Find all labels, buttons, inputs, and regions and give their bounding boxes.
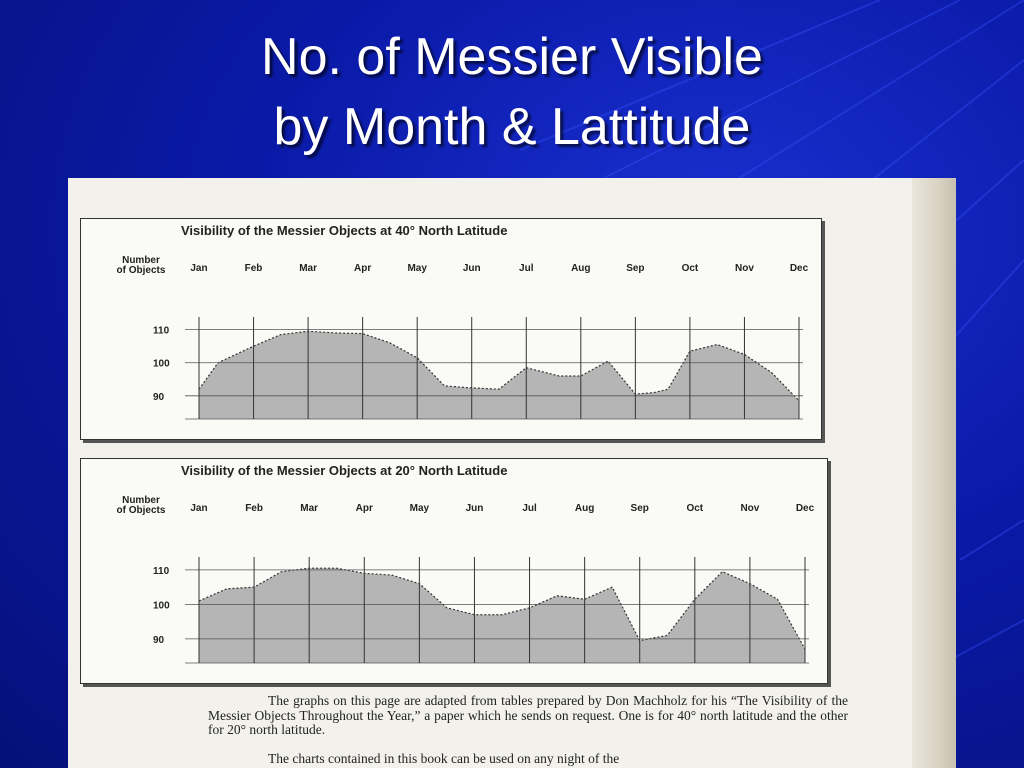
- slide-title-line1: No. of Messier Visible: [261, 28, 763, 86]
- y-tick-label: 90: [153, 634, 165, 646]
- month-tick-label: Nov: [740, 503, 760, 514]
- y-tick-label: 90: [153, 391, 165, 403]
- month-tick-label: Jun: [462, 263, 481, 274]
- month-tick-label: Jan: [190, 263, 208, 274]
- month-tick-label: Jul: [519, 263, 534, 274]
- month-tick-label: Apr: [354, 263, 372, 274]
- chart-title: Visibility of the Messier Objects at 20° North Latitude: [181, 463, 508, 478]
- caption-paragraph: [208, 694, 848, 738]
- chart-40-north: [80, 218, 822, 440]
- month-tick-label: Aug: [574, 503, 595, 514]
- month-tick-label: Jul: [522, 503, 537, 514]
- month-tick-label: Aug: [571, 263, 591, 274]
- visibility-area: [199, 331, 799, 419]
- y-tick-label: 100: [153, 358, 170, 370]
- chart-title: Visibility of the Messier Objects at 40° North Latitude: [181, 223, 508, 238]
- y-axis-label: of Objects: [116, 505, 166, 516]
- month-tick-label: Feb: [244, 263, 263, 274]
- page-binding-edge: [912, 178, 956, 768]
- month-tick-label: Jun: [465, 503, 484, 514]
- y-tick-label: 110: [153, 325, 170, 337]
- month-tick-label: Jan: [190, 503, 208, 514]
- month-tick-label: Mar: [300, 503, 319, 514]
- slide-title-line2: by Month & Lattitude: [273, 98, 751, 156]
- scanned-page: [68, 178, 956, 768]
- month-tick-label: May: [409, 503, 430, 514]
- chart-20-north-plot: [81, 459, 827, 683]
- month-tick-label: Dec: [789, 263, 809, 274]
- month-tick-label: Apr: [355, 503, 373, 514]
- caption-paragraph-2: The charts contained in this book can be used on any night of the: [268, 751, 620, 766]
- month-tick-label: Oct: [686, 503, 704, 514]
- y-tick-label: 110: [153, 565, 170, 577]
- y-tick-label: 100: [153, 600, 170, 612]
- month-tick-label: May: [407, 263, 427, 274]
- month-tick-label: Sep: [630, 503, 649, 514]
- y-axis-label: of Objects: [116, 265, 166, 276]
- month-tick-label: Oct: [681, 263, 699, 274]
- visibility-area: [199, 568, 805, 663]
- month-tick-label: Mar: [299, 263, 317, 274]
- month-tick-label: Sep: [626, 263, 645, 274]
- month-tick-label: Nov: [735, 263, 754, 274]
- chart-20-north: [80, 458, 828, 684]
- caption-text: The graphs on this page are adapted from tables prepared by Don Machholz for his “The Visibility of the Messier Objects Throughout the Year,” a paper which he sends on request. One is for 40° north latitude and the other for 20° north latitude.: [208, 693, 848, 737]
- slide-title: [0, 22, 1024, 162]
- y-axis-label: Number: [122, 495, 160, 506]
- month-tick-label: Dec: [795, 503, 815, 514]
- month-tick-label: Feb: [245, 503, 263, 514]
- chart-40-north-plot: [81, 219, 821, 439]
- y-axis-label: Number: [122, 255, 160, 266]
